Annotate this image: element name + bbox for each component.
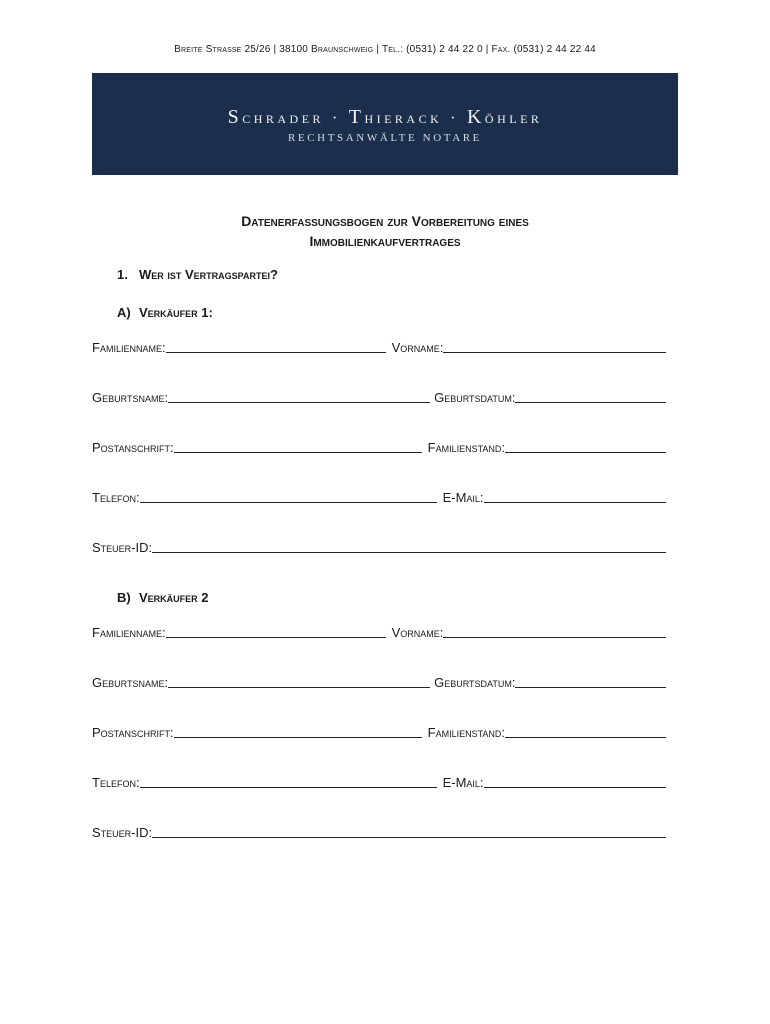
seller-2-letter: B) [117, 590, 131, 605]
steuer-id-label: Steuer-ID: [92, 540, 153, 555]
geburtsdatum-label: Geburtsdatum: [434, 675, 516, 690]
seller-1-letter: A) [117, 305, 131, 320]
firm-name-part-1: chrader [242, 108, 325, 127]
firm-name-initial-2: T [348, 106, 365, 128]
header-address: Breite Straße 25/26 | 38100 Braunschweig | Tel.: (0531) 2 44 22 0 | Fax. (0531) 2 44 22 44 [174, 44, 596, 55]
firm-name-separator-1: · [324, 108, 349, 127]
section-title: Wer ist Vertragspartei? [139, 267, 278, 282]
seller-2-row-tax [92, 824, 666, 840]
seller-2-row-birth [92, 674, 666, 690]
postanschrift-field[interactable] [174, 452, 422, 453]
seller-1-row-address [92, 439, 666, 455]
seller-1-heading [117, 305, 213, 320]
geburtsname-label: Geburtsname: [92, 675, 169, 690]
vorname-field[interactable] [443, 637, 666, 638]
geburtsdatum-field[interactable] [515, 402, 666, 403]
firm-name-part-2: hierack [364, 108, 443, 127]
firm-name-separator-2: · [442, 108, 467, 127]
geburtsdatum-field[interactable] [515, 687, 666, 688]
telefon-field[interactable] [140, 502, 437, 503]
geburtsname-label: Geburtsname: [92, 390, 169, 405]
seller-1-title: Verkäufer 1: [139, 305, 213, 320]
seller-1-row-birth [92, 389, 666, 405]
familienstand-field[interactable] [505, 452, 666, 453]
seller-2-row-address [92, 724, 666, 740]
seller-2-row-contact [92, 774, 666, 790]
seller-2-title: Verkäufer 2 [139, 590, 209, 605]
firm-name [92, 106, 678, 129]
email-field[interactable] [484, 787, 666, 788]
postanschrift-label: Postanschrift: [92, 725, 174, 740]
geburtsdatum-label: Geburtsdatum: [434, 390, 516, 405]
postanschrift-field[interactable] [174, 737, 422, 738]
document-title-line-1: Datenerfassungsbogen zur Vorbereitung eines [241, 213, 529, 229]
seller-1-row-names [92, 339, 666, 355]
telefon-label: Telefon: [92, 775, 140, 790]
seller-1-row-contact [92, 489, 666, 505]
section-number: 1. [117, 267, 128, 282]
vorname-label: Vorname: [391, 625, 444, 640]
firm-name-initial-3: K [466, 106, 485, 128]
familienstand-label: Familienstand: [427, 440, 506, 455]
familienstand-field[interactable] [505, 737, 666, 738]
familienname-field[interactable] [166, 352, 386, 353]
steuer-id-field[interactable] [152, 837, 666, 838]
familienstand-label: Familienstand: [427, 725, 506, 740]
geburtsname-field[interactable] [168, 402, 430, 403]
familienname-label: Familienname: [92, 340, 166, 355]
postanschrift-label: Postanschrift: [92, 440, 174, 455]
firm-name-part-3: öhler [484, 108, 543, 127]
email-field[interactable] [484, 502, 666, 503]
document-title [0, 211, 770, 251]
vorname-label: Vorname: [391, 340, 444, 355]
geburtsname-field[interactable] [168, 687, 430, 688]
steuer-id-label: Steuer-ID: [92, 825, 153, 840]
section-heading-parties [117, 267, 278, 282]
steuer-id-field[interactable] [152, 552, 666, 553]
telefon-label: Telefon: [92, 490, 140, 505]
email-label: E-Mail: [442, 490, 484, 505]
document-title-line-2: Immobilienkaufvertrages [309, 233, 461, 249]
firm-banner [92, 73, 678, 175]
vorname-field[interactable] [443, 352, 666, 353]
firm-name-initial-1: S [227, 106, 243, 128]
firm-subtitle: RECHTSANWÄLTE NOTARE [287, 132, 482, 144]
familienname-field[interactable] [166, 637, 386, 638]
seller-2-row-names [92, 624, 666, 640]
email-label: E-Mail: [442, 775, 484, 790]
telefon-field[interactable] [140, 787, 437, 788]
seller-2-heading [117, 590, 209, 605]
seller-1-row-tax [92, 539, 666, 555]
familienname-label: Familienname: [92, 625, 166, 640]
